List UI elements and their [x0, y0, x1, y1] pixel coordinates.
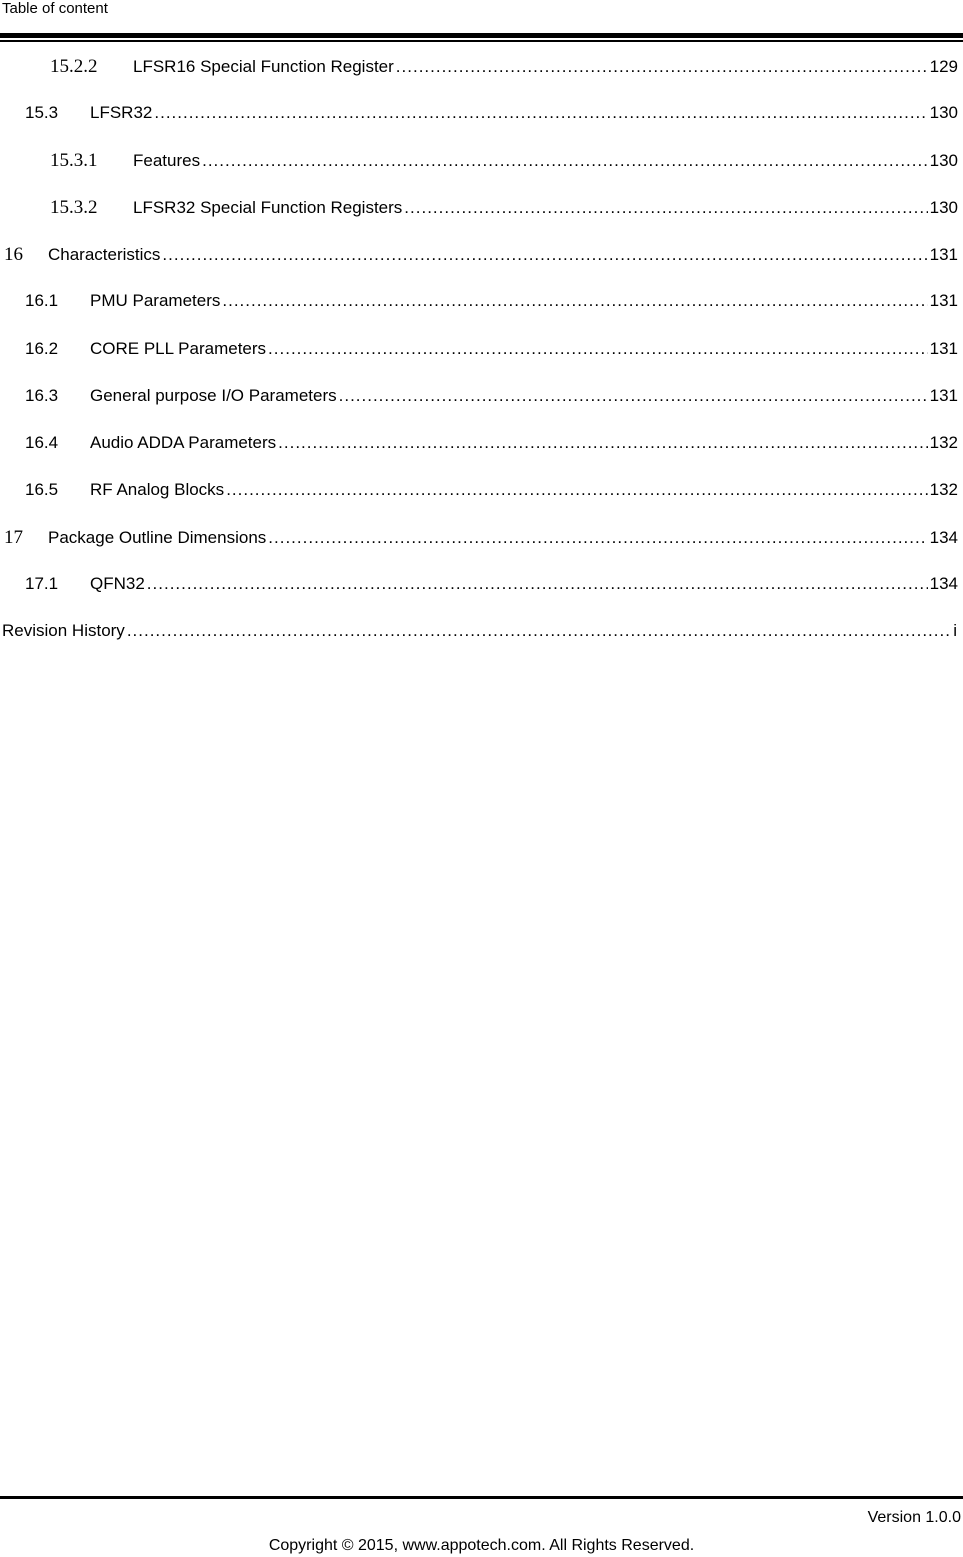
- header-divider-thin: [0, 40, 963, 42]
- toc-entry-page: 131: [929, 338, 958, 358]
- toc-entry-number: 15.3: [25, 103, 59, 123]
- toc-entry-number: 17.1: [25, 574, 59, 594]
- toc-dot-leader: [278, 433, 927, 453]
- toc-entry-title: LFSR32 Special Function Registers: [133, 198, 403, 218]
- toc-dot-leader: [396, 57, 928, 77]
- toc-entry-title: Revision History: [2, 621, 125, 641]
- toc-entry[interactable]: [0, 480, 963, 510]
- toc-entry-title: Characteristics: [48, 245, 161, 265]
- toc-entry[interactable]: [0, 197, 963, 227]
- toc-entry-number: 16.5: [25, 479, 59, 499]
- toc-entry-title: RF Analog Blocks: [90, 479, 225, 499]
- toc-entry-page: 131: [929, 385, 958, 405]
- toc-dot-leader: [268, 528, 927, 548]
- toc-dot-leader: [404, 198, 927, 218]
- toc-entry[interactable]: [0, 527, 963, 557]
- footer-copyright: Copyright © 2015, www.appotech.com. All Rights Reserved.: [268, 1537, 695, 1554]
- toc-dot-leader: [226, 480, 927, 500]
- toc-entry[interactable]: [0, 433, 963, 463]
- toc-entry[interactable]: [0, 574, 963, 604]
- toc-dot-leader: [222, 291, 927, 311]
- toc-dot-leader: [147, 574, 928, 594]
- toc-dot-leader: [268, 339, 928, 359]
- toc-entry-page: 129: [929, 57, 958, 76]
- toc-entry-number: 17: [4, 526, 23, 548]
- toc-entry-number: 16.3: [25, 385, 59, 405]
- toc-entry[interactable]: [0, 386, 963, 416]
- toc-entry-page: 134: [929, 527, 958, 547]
- toc-entry[interactable]: [0, 291, 963, 321]
- toc-entry-title: Features: [133, 151, 201, 171]
- toc-entry-page: 130: [929, 103, 958, 123]
- toc-entry-title: PMU Parameters: [90, 291, 221, 311]
- header-divider-thick: [0, 33, 963, 38]
- toc-entry-title: Audio ADDA Parameters: [90, 432, 277, 452]
- toc-entry-page: 130: [929, 198, 958, 218]
- toc-entry-page: 130: [929, 151, 958, 171]
- toc-entry-title: Package Outline Dimensions: [48, 527, 267, 547]
- toc-entry-page: 131: [929, 245, 958, 265]
- page-header-title: Table of content: [2, 0, 108, 17]
- toc-entry-number: 15.3.1: [50, 150, 98, 172]
- toc-entry[interactable]: [0, 621, 963, 651]
- toc-entry-number: 16.1: [25, 291, 59, 311]
- toc-entry-title: CORE PLL Parameters: [90, 338, 267, 358]
- footer-divider: [0, 1496, 963, 1499]
- toc-entry-page: 132: [929, 479, 958, 499]
- toc-entry[interactable]: [0, 56, 963, 86]
- toc-entry-number: 16.2: [25, 338, 59, 358]
- toc-entry-title: QFN32: [90, 574, 145, 594]
- footer-version: Version 1.0.0: [867, 1509, 961, 1526]
- table-of-contents: [0, 56, 963, 668]
- toc-dot-leader: [339, 386, 928, 406]
- toc-entry-page: 131: [929, 291, 958, 311]
- toc-entry[interactable]: [0, 103, 963, 133]
- toc-entry-number: 16: [4, 244, 23, 266]
- toc-entry-page: 132: [929, 432, 958, 452]
- toc-entry-page: 134: [929, 574, 958, 594]
- toc-entry-number: 15.2.2: [50, 56, 98, 77]
- toc-dot-leader: [154, 103, 927, 123]
- toc-dot-leader: [162, 245, 927, 265]
- toc-dot-leader: [202, 151, 928, 171]
- toc-entry[interactable]: [0, 150, 963, 180]
- toc-entry-page: i: [953, 621, 957, 641]
- toc-entry[interactable]: [0, 339, 963, 369]
- toc-entry-title: LFSR16 Special Function Register: [133, 57, 394, 76]
- toc-entry-title: General purpose I/O Parameters: [90, 385, 337, 405]
- toc-entry[interactable]: [0, 244, 963, 274]
- toc-entry-number: 16.4: [25, 432, 59, 452]
- toc-entry-title: LFSR32: [90, 103, 153, 123]
- toc-entry-number: 15.3.2: [50, 197, 98, 219]
- toc-dot-leader: [127, 621, 951, 641]
